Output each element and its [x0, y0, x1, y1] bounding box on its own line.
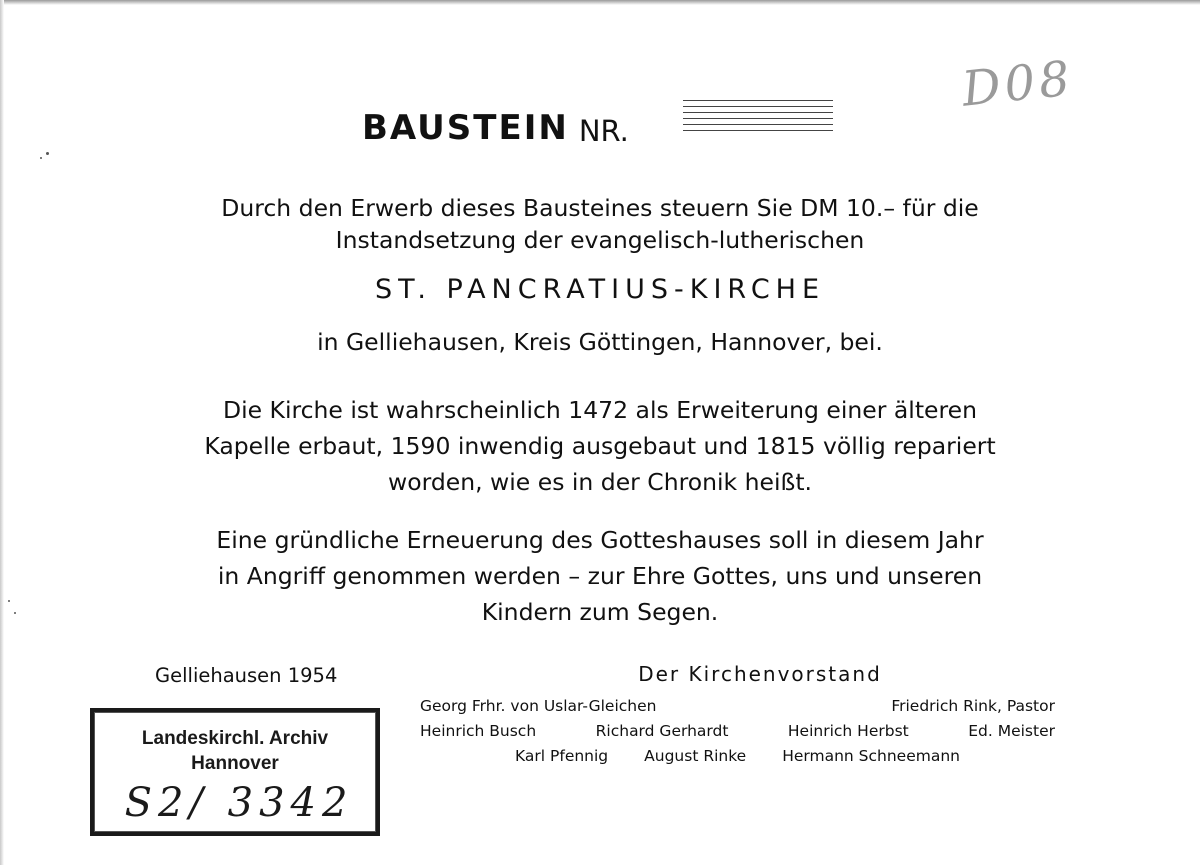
location-line: in Gelliehausen, Kreis Göttingen, Hannover, bei.	[317, 328, 883, 356]
member-name: Heinrich Herbst	[787, 722, 909, 740]
renewal-line: in Angriff genommen werden – zur Ehre Gottes, uns und unseren	[217, 562, 983, 590]
scan-speck	[8, 600, 10, 602]
member-name: Karl Pfennig	[515, 747, 609, 765]
title-nr-label: NR.	[578, 114, 629, 148]
renewal-line: Eine gründliche Erneuerung des Gotteshauses soll in diesem Jahr	[216, 526, 984, 554]
history-line: worden, wie es in der Chronik heißt.	[388, 468, 812, 496]
member-name: Richard Gerhardt	[595, 722, 729, 740]
title-baustein: BAUSTEIN	[362, 108, 569, 148]
number-blank-lines	[683, 100, 833, 138]
scan-speck	[14, 612, 16, 614]
member-name: August Rinke	[644, 747, 747, 765]
scan-left-edge	[0, 0, 4, 865]
member-name: Ed. Meister	[968, 722, 1055, 740]
member-name: Friedrich Rink, Pastor	[891, 697, 1055, 715]
history-line: Die Kirche ist wahrscheinlich 1472 als Erweiterung einer älteren	[222, 396, 977, 424]
member-row	[420, 744, 1055, 769]
renewal-line: Kindern zum Segen.	[481, 598, 719, 626]
certificate-title	[362, 98, 629, 148]
history-line: Kapelle erbaut, 1590 inwendig ausgebaut und 1815 völlig repariert	[204, 432, 996, 460]
stamp-city: Hannover	[191, 753, 279, 774]
intro-line: Durch den Erwerb dieses Bausteines steuern Sie DM 10.– für die	[221, 194, 979, 222]
member-name: Heinrich Busch	[420, 722, 537, 740]
stamp-shelfmark: S2/ 3342	[124, 780, 354, 826]
intro-paragraph	[100, 192, 1100, 256]
handwritten-number: D08	[959, 50, 1077, 118]
member-row	[420, 719, 1055, 744]
church-name: ST. PANCRATIUS-KIRCHE	[374, 274, 826, 305]
intro-line: Instandsetzung der evangelisch-lutherischen	[335, 226, 865, 254]
place-date: Gelliehausen 1954	[155, 664, 338, 687]
member-row	[420, 694, 1055, 719]
scan-top-edge	[0, 0, 1200, 5]
location-paragraph	[100, 326, 1100, 358]
history-paragraph	[100, 392, 1100, 500]
stamp-archive-name: Landeskirchl. Archiv	[141, 728, 329, 749]
board-members	[420, 694, 1055, 769]
scan-speck	[40, 157, 42, 159]
member-name: Hermann Schneemann	[782, 747, 960, 765]
renewal-paragraph	[100, 522, 1100, 630]
member-name: Georg Frhr. von Uslar-Gleichen	[420, 697, 657, 715]
board-title: Der Kirchenvorstand	[638, 662, 882, 686]
archive-stamp	[90, 708, 380, 836]
scan-speck	[46, 152, 49, 155]
